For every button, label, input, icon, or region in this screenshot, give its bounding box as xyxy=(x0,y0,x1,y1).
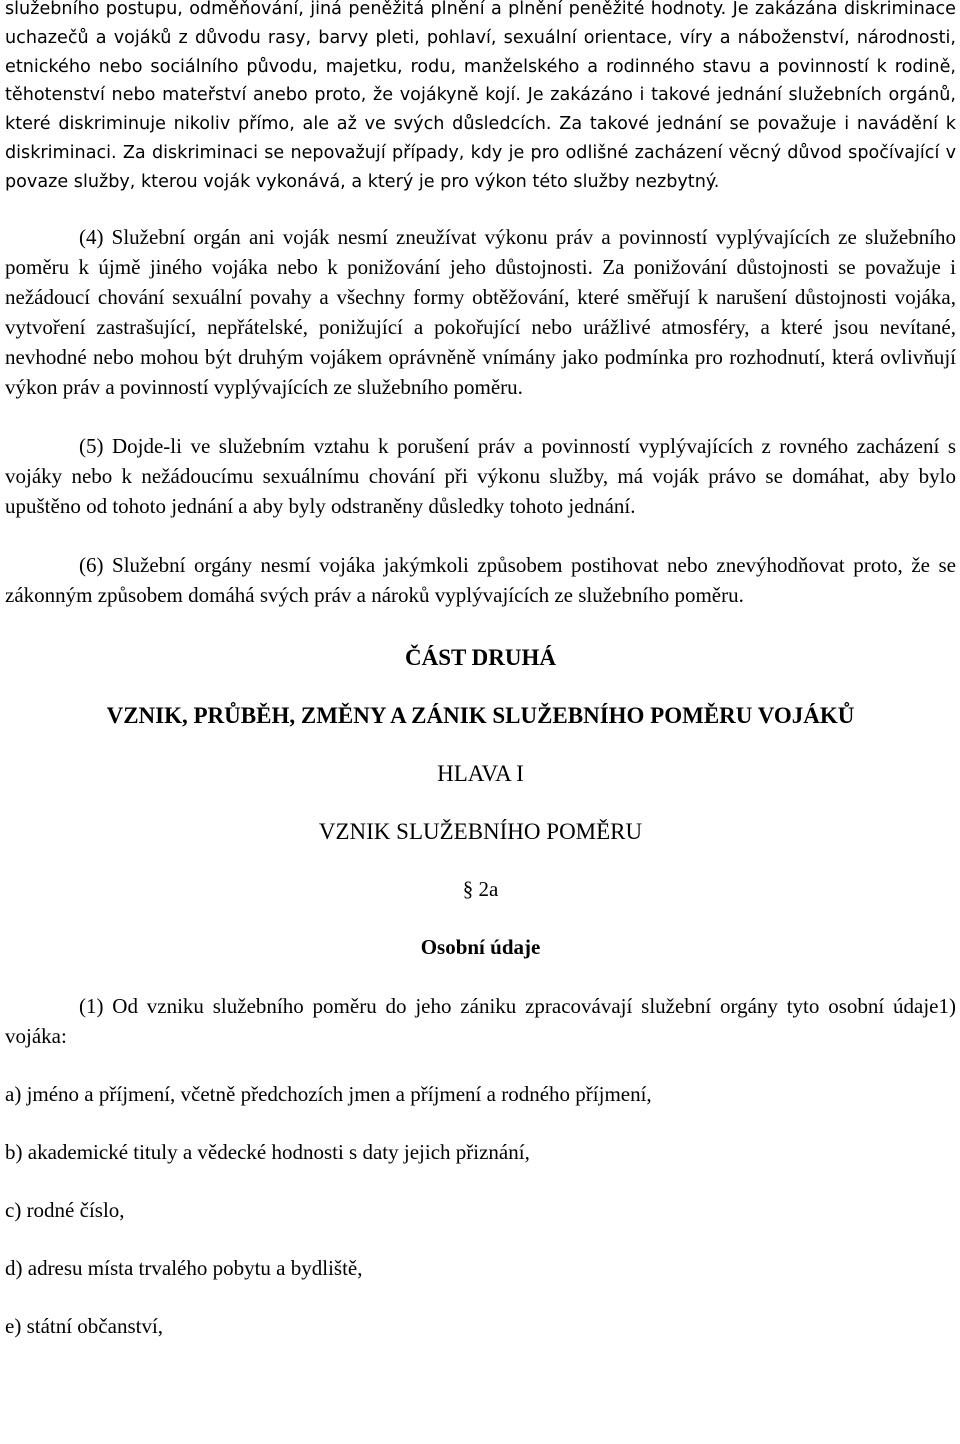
section-paragraph-1: (1) Od vzniku služebního poměru do jeho zániku zpracovávají služební orgány tyto osobní údaje1) vojáka: xyxy=(5,993,956,1048)
section-title: Osobní údaje xyxy=(420,934,541,959)
spacer xyxy=(5,402,956,431)
spacer xyxy=(5,1109,956,1138)
paragraph-6: (6) Služební orgány nesmí vojáka jakýmkoli způsobem postihovat nebo znevýhodňovat proto, že se zákonným způsobem domáhá svých práv a nároků vyplývajících ze služebního poměru. xyxy=(5,552,956,607)
list-item-c: c) rodné číslo, xyxy=(5,1197,125,1222)
spacer xyxy=(5,962,956,991)
paragraph-5: (5) Dojde-li ve služebním vztahu k porušení práv a povinností vyplývajících z rovného zacházení s vojáky nebo k nežádoucímu sexuálnímu chování při výkonu služby, má voják právo se domáhat, aby bylo upuštěno od tohoto jednání a aby byly odstraněny důsledky tohoto jednání. xyxy=(5,433,956,518)
paragraph-discrimination: služebního postupu, odměňování, jiná peněžitá plnění a plnění peněžité hodnoty. Je zakázána diskriminace uchazečů a vojáků z důvodu rasy, barvy pleti, pohlaví, sexuální orientace, víry a náboženství, národnosti, etnického nebo sociálního původu, majetku, rodu, manželského a rodinného stavu a povinností k rodině, těhotenství nebo mateřství anebo proto, že vojákyně kojí. Je zakázáno i takové jednání služebních orgánů, které diskriminuje nikoliv přímo, ale až ve svých důsledcích. Za takové jednání se považuje i navádění k diskriminaci. Za diskriminaci se nepovažují případy, kdy je pro odlišné zacházení věcný důvod spočívající v povaze služby, kterou voják vykonává, a který je pro výkon této služby nezbytný. xyxy=(5,0,956,192)
spacer xyxy=(5,846,956,875)
chapter-title: HLAVA I xyxy=(437,760,524,786)
part-title: ČÁST DRUHÁ xyxy=(404,644,557,670)
chapter-subtitle: VZNIK SLUŽEBNÍHO POMĚRU xyxy=(318,818,643,844)
list-item-e: e) státní občanství, xyxy=(5,1313,164,1338)
list-item-d: d) adresu místa trvalého pobytu a bydliště, xyxy=(5,1255,363,1280)
document-page xyxy=(5,0,956,1341)
paragraph-4: (4) Služební orgán ani voják nesmí zneužívat výkonu práv a povinností vyplývajících ze služebního poměru k újmě jiného vojáka nebo k ponižování jeho důstojnosti. Za ponižování důstojnosti se považuje i nežádoucí chování sexuální povahy a všechny formy obtěžování, které směřují k narušení důstojnosti vojáka, vytvoření zastrašující, nepřátelské, ponižující a pokořující nebo urážlivé atmosféry, a které jsou nevítané, nevhodné nebo mohou být druhým vojákem oprávněně vnímány jako podmínka pro rozhodnutí, která ovlivňují výkon práv a povinností vyplývajících ze služebního poměru. xyxy=(5,224,956,399)
list-item-b: b) akademické tituly a vědecké hodnosti s daty jejich přiznání, xyxy=(5,1139,530,1164)
spacer xyxy=(5,672,956,701)
spacer xyxy=(5,788,956,817)
part-subtitle: VZNIK, PRŮBĚH, ZMĚNY A ZÁNIK SLUŽEBNÍHO POMĚRU VOJÁKŮ xyxy=(106,702,855,728)
spacer xyxy=(5,904,956,933)
spacer xyxy=(5,1283,956,1312)
spacer xyxy=(5,1167,956,1196)
spacer xyxy=(5,197,956,222)
spacer xyxy=(5,1225,956,1254)
section-number: § 2a xyxy=(462,876,499,901)
spacer xyxy=(5,730,956,759)
spacer xyxy=(5,610,956,643)
spacer xyxy=(5,521,956,550)
list-item-a: a) jméno a příjmení, včetně předchozích jmen a příjmení a rodného příjmení, xyxy=(5,1081,652,1106)
spacer xyxy=(5,1051,956,1080)
